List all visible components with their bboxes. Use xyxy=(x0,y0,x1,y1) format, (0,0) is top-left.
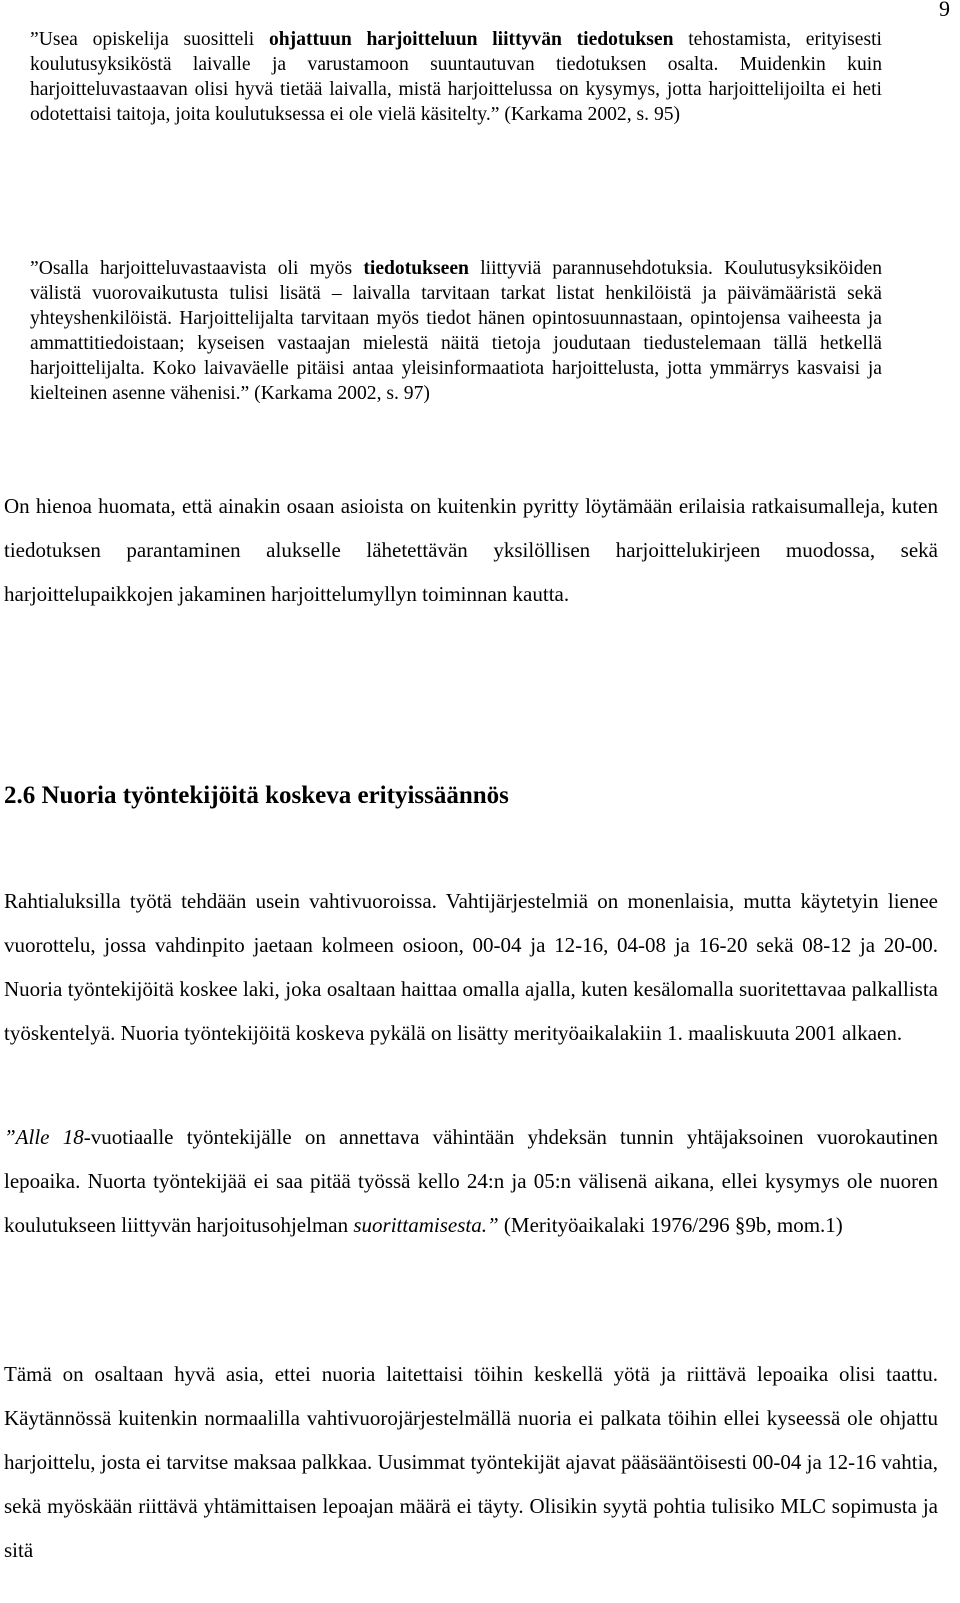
block-quote-2 xyxy=(30,256,882,406)
quote-1-citation: (Karkama 2002, s. 95) xyxy=(499,104,681,125)
quote-3-italic-start: ”Alle 18 xyxy=(4,1125,84,1149)
quote-1-text-start: ”Usea opiskelija suositteli xyxy=(30,29,269,50)
quote-2-emphasis: tiedotukseen xyxy=(363,258,469,279)
paragraph-3: Tämä on osaltaan hyvä asia, ettei nuoria laitettaisi töihin keskellä yötä ja riittävä lepoaika olisi taattu. Käytännössä kuitenkin normaalilla vahtivuorojärjestelmällä nuoria ei palkata töihin ellei kyseessä ole ohjattu harjoittelu, josta ei tarvitse maksaa palkkaa. Uusimmat työntekijät ajavat pääsääntöisesti 00-04 ja 12-16 vahtia, sekä myöskään riittävä yhtämittaisen lepoajan määrä ei täyty. Olisikin syytä pohtia tulisiko MLC sopimusta ja sitä xyxy=(4,1362,938,1562)
paragraph-2: Rahtialuksilla työtä tehdään usein vahtivuoroissa. Vahtijärjestelmiä on monenlaisia, mutta käytetyin lienee vuorottelu, jossa vahdinpito jaetaan kolmeen osioon, 00-04 ja 12-16, 04-08 ja 16-20 sekä 08-12 ja 20-00. Nuoria työntekijöitä koskee laki, joka osaltaan haittaa omalla ajalla, kuten kesälomalla suoritettavaa palkallista työskentelyä. Nuoria työntekijöitä koskeva pykälä on lisätty merityöaikalakiin 1. maaliskuuta 2001 alkaen. xyxy=(4,889,938,1045)
quote-2-citation: (Karkama 2002, s. 97) xyxy=(249,383,430,404)
block-quote-3 xyxy=(4,1115,938,1247)
quote-3-italic-end: suorittamisesta.” xyxy=(353,1213,499,1237)
quote-1-text-end: tehostamista, erityisesti koulutusyksiköstä laivalle ja varustamoon suuntautuvan tiedotuksen osalta. Muidenkin kuin harjoitteluvastaavan olisi hyvä tietää laivalla, mistä harjoittelussa on kysymys, jotta harjoittelijoilta ei heti odotettaisi taitoja, joita koulutuksessa ei ole vielä käsitelty.” xyxy=(30,29,882,125)
quote-1-emphasis: ohjattuun harjoitteluun liittyvän tiedotuksen xyxy=(268,29,674,50)
quote-3-text: -vuotiaalle työntekijälle on annettava vähintään yhdeksän tunnin yhtäjaksoinen vuorokautinen lepoaika. Nuorta työntekijää ei saa pitää työssä kello 24:n ja 05:n välisenä aikana, ellei kysymys ole nuoren koulutukseen liittyvän harjoitusohjelman xyxy=(4,1125,939,1237)
quote-2-text-end: liittyviä parannusehdotuksia. Koulutusyksiköiden välistä vuorovaikutusta tulisi lisätä – laivalla tarvitaan tarkat listat henkilöistä ja päivämääristä sekä yhteyshenkilöistä. Harjoittelijalta tarvitaan myös tiedot hänen opintosuunnastaan, opintojensa vaiheesta ja ammattitiedoistaan; kyseisen vastaajan mielestä näitä tietoja joudutaan tiedustelemaan tällä hetkellä harjoittelijalta. Koko laivaväelle pitäisi antaa yleisinformaatiota harjoittelusta, jotta ymmärrys kasvaisi ja kielteinen asenne vähenisi.” xyxy=(30,258,883,404)
quote-2-text-start: ”Osalla harjoitteluvastaavista oli myös xyxy=(30,258,364,279)
block-quote-1 xyxy=(30,27,882,127)
section-heading: 2.6 Nuoria työntekijöitä koskeva erityissäännös xyxy=(4,782,509,809)
page-number: 9 xyxy=(939,0,950,21)
paragraph-1: On hienoa huomata, että ainakin osaan asioista on kuitenkin pyritty löytämään erilaisia ratkaisumalleja, kuten tiedotuksen parantaminen alukselle lähetettävän yksilöllisen harjoittelukirjeen muodossa, sekä harjoittelupaikkojen jakaminen harjoittelumyllyn toiminnan kautta. xyxy=(4,494,938,606)
quote-3-citation: (Merityöaikalaki 1976/296 §9b, mom.1) xyxy=(498,1213,843,1237)
